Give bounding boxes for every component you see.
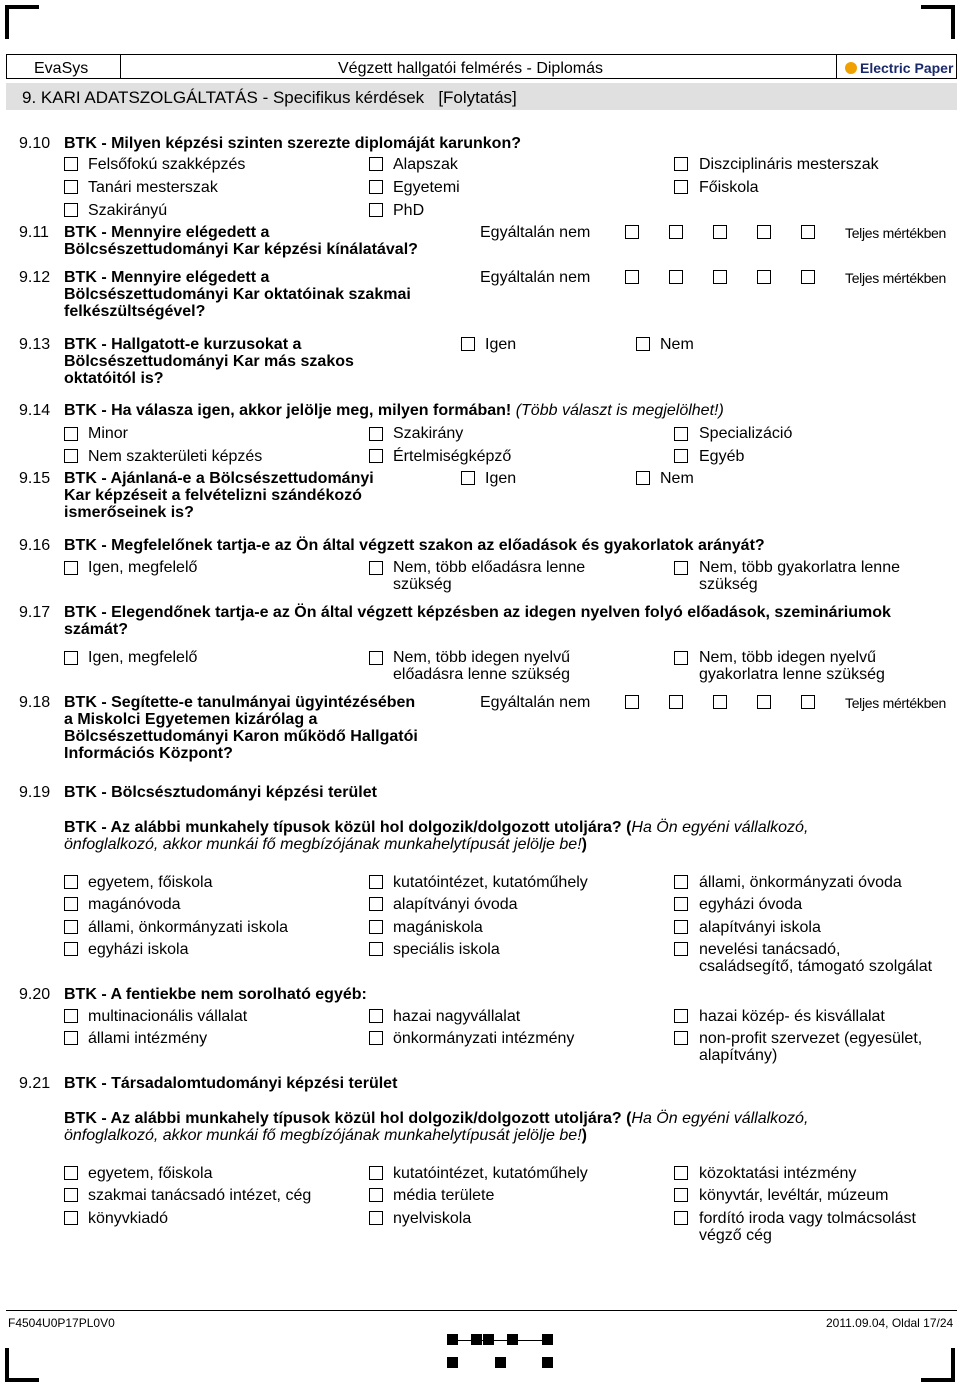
electric-paper-logo: Electric Paper [845,59,953,77]
logo-icon [845,62,857,74]
q10-label-2: Diszciplináris mesterszak [699,156,879,173]
q13-checkbox-no[interactable] [636,337,650,351]
q15-checkbox-no[interactable] [636,471,650,485]
q19-checkbox-11[interactable] [674,942,688,956]
q20-label-4: önkormányzati intézmény [393,1030,575,1047]
q12-text-3: felkészültségével? [64,303,206,320]
q14-checkbox-2[interactable] [674,427,688,441]
q12-scale-5[interactable] [801,270,815,284]
q15-number: 9.15 [19,470,51,487]
header-divider-1 [120,54,121,79]
q20-label-5b: alapítvány) [699,1047,778,1064]
q15-text-1: BTK - Ajánlaná-e a Bölcsészettudományi [64,470,374,487]
q18-number: 9.18 [19,694,51,711]
q11-text-1: BTK - Mennyire elégedett a [64,224,270,241]
q17-label-2a: Nem, több idegen nyelvű [699,649,876,666]
q19-label-6: állami, önkormányzati iskola [88,919,289,936]
q19-checkbox-2[interactable] [674,875,688,889]
q14-label-3: Nem szakterületi képzés [88,448,263,465]
q10-checkbox-5[interactable] [674,180,688,194]
q21-checkbox-0[interactable] [64,1166,78,1180]
header-divider-2 [836,54,837,79]
q14-label-1: Szakirány [393,425,464,442]
q19-label-9: egyházi iskola [88,941,189,958]
q10-checkbox-2[interactable] [674,157,688,171]
q21-number: 9.21 [19,1075,51,1092]
corner-mark-bottom-right [921,1348,955,1382]
q14-checkbox-5[interactable] [674,449,688,463]
q19-label-1: kutatóintézet, kutatóműhely [393,874,588,891]
q15-label-no: Nem [660,470,694,487]
q20-checkbox-5[interactable] [674,1031,688,1045]
q10-label-3: Tanári mesterszak [88,179,218,196]
q21-text: BTK - Társadalomtudományi képzési terület [64,1075,398,1092]
q19-checkbox-6[interactable] [64,920,78,934]
q10-label-6: Szakirányú [88,202,168,219]
q16-label-0: Igen, megfelelő [88,559,198,576]
q21-checkbox-1[interactable] [369,1166,383,1180]
q19-label-4: alapítványi óvoda [393,896,518,913]
q17-label-0: Igen, megfelelő [88,649,198,666]
q18-scale-left: Egyáltalán nem [480,694,591,711]
q21-label-0: egyetem, főiskola [88,1165,213,1182]
q18-text-4: Információs Központ? [64,745,233,762]
q10-checkbox-4[interactable] [369,180,383,194]
q18-text-1: BTK - Segítette-e tanulmányai ügyintézésében [64,694,416,711]
q11-scale-right: Teljes mértékben [845,225,947,241]
q19-label-7: magániskola [393,919,483,936]
q20-checkbox-1[interactable] [369,1009,383,1023]
q12-scale-2[interactable] [669,270,683,284]
q11-scale-3[interactable] [713,225,727,239]
q20-checkbox-0[interactable] [64,1009,78,1023]
q19-number: 9.19 [19,784,51,801]
q19-label-10: speciális iskola [393,941,500,958]
q10-checkbox-7[interactable] [369,203,383,217]
q16-checkbox-0[interactable] [64,561,78,575]
q18-scale-right: Teljes mértékben [845,695,947,711]
q16-number: 9.16 [19,537,51,554]
q21-label-1: kutatóintézet, kutatóműhely [393,1165,588,1182]
q10-label-5: Főiskola [699,179,759,196]
q10-checkbox-3[interactable] [64,180,78,194]
q13-number: 9.13 [19,336,51,353]
q17-label-1a: Nem, több idegen nyelvű [393,649,570,666]
q11-scale-1[interactable] [625,225,639,239]
q13-text-3: oktatóitól is? [64,370,164,387]
q18-scale-5[interactable] [801,695,815,709]
q14-checkbox-4[interactable] [369,449,383,463]
q19-label-11: nevelési tanácsadó, [699,941,841,958]
q17-checkbox-0[interactable] [64,651,78,665]
q19-sub-1: BTK - Az alábbi munkahely típusok közül hol dolgozik/dolgozott utoljára? (Ha Ön egyéni vállalkozó, [64,819,809,836]
q10-label-0: Felsőfokú szakképzés [88,156,246,173]
q15-text-2: Kar képzéseit a felvételizni szándékozó [64,487,362,504]
q12-number: 9.12 [19,269,51,286]
q20-checkbox-2[interactable] [674,1009,688,1023]
q18-text-3: Bölcsészettudományi Karon működő Hallgatói [64,728,418,745]
q21-sub-1: BTK - Az alábbi munkahely típusok közül hol dolgozik/dolgozott utoljára? (Ha Ön egyéni vállalkozó, [64,1110,809,1127]
scan-mark [542,1357,553,1368]
q18-scale-4[interactable] [757,695,771,709]
q10-checkbox-1[interactable] [369,157,383,171]
q21-checkbox-4[interactable] [369,1188,383,1202]
corner-mark-top-left [5,5,39,39]
q21-label-8b: végző cég [699,1227,772,1244]
q21-label-3: szakmai tanácsadó intézet, cég [88,1187,312,1204]
q19-checkbox-4[interactable] [369,897,383,911]
q19-label-11b: családsegítő, támogató szolgálat [699,958,933,975]
q20-label-5: non-profit szervezet (egyesület, [699,1030,923,1047]
q12-text-2: Bölcsészettudományi Kar oktatóinak szakmai [64,286,411,303]
q21-checkbox-7[interactable] [369,1211,383,1225]
q20-number: 9.20 [19,986,51,1003]
q20-label-0: multinacionális vállalat [88,1008,248,1025]
footer-rule [6,1310,957,1311]
q19-checkbox-1[interactable] [369,875,383,889]
q10-label-7: PhD [393,202,425,219]
q19-label-0: egyetem, főiskola [88,874,213,891]
q16-label-1a: Nem, több előadásra lenne [393,559,586,576]
q19-text: BTK - Bölcsésztudományi képzési terület [64,784,377,801]
q14-label-5: Egyéb [699,448,745,465]
q17-label-2b: gyakorlatra lenne szükség [699,666,885,683]
q19-label-3: magánóvoda [88,896,181,913]
q14-text: BTK - Ha válasza igen, akkor jelölje meg, milyen formában! (Több választ is megjelölhet!) [64,402,724,419]
q10-checkbox-6[interactable] [64,203,78,217]
q16-checkbox-1[interactable] [369,561,383,575]
header-title: Végzett hallgatói felmérés - Diplomás [338,60,604,77]
q10-text: BTK - Milyen képzési szinten szerezte diplomáját karunkon? [64,135,521,152]
q21-label-4: média területe [393,1187,495,1204]
q19-checkbox-5[interactable] [674,897,688,911]
q21-label-7: nyelviskola [393,1210,472,1227]
q21-label-2: közoktatási intézmény [699,1165,857,1182]
q13-label-yes: Igen [485,336,517,353]
corner-mark-top-right [921,5,955,39]
q10-checkbox-0[interactable] [64,157,78,171]
q21-label-8: fordító iroda vagy tolmácsolást [699,1210,916,1227]
scan-mark [495,1357,506,1368]
scan-mark-line [447,1340,553,1341]
footer-page: 2011.09.04, Oldal 17/24 [826,1316,954,1330]
footer-code: F4504U0P17PL0V0 [8,1316,115,1330]
q11-scale-5[interactable] [801,225,815,239]
q19-sub-2: önfoglalkozó, akkor munkái fő megbízójának munkahelytípusát jelölje be!) [64,836,587,853]
q19-checkbox-3[interactable] [64,897,78,911]
q18-scale-3[interactable] [713,695,727,709]
q21-checkbox-5[interactable] [674,1188,688,1202]
q20-label-3: állami intézmény [88,1030,208,1047]
q19-checkbox-9[interactable] [64,942,78,956]
q19-label-8: alapítványi iskola [699,919,821,936]
q19-label-2: állami, önkormányzati óvoda [699,874,902,891]
q12-text-1: BTK - Mennyire elégedett a [64,269,270,286]
q12-scale-3[interactable] [713,270,727,284]
q12-scale-1[interactable] [625,270,639,284]
q11-number: 9.11 [19,224,49,241]
q19-checkbox-8[interactable] [674,920,688,934]
scan-mark [447,1357,458,1368]
q11-text-2: Bölcsészettudományi Kar képzési kínálatával? [64,241,418,258]
q11-scale-4[interactable] [757,225,771,239]
q13-text-1: BTK - Hallgatott-e kurzusokat a [64,336,302,353]
q17-text-2: számát? [64,621,129,638]
q18-scale-2[interactable] [669,695,683,709]
q21-checkbox-3[interactable] [64,1188,78,1202]
q19-checkbox-10[interactable] [369,942,383,956]
q17-checkbox-2[interactable] [674,651,688,665]
q14-checkbox-0[interactable] [64,427,78,441]
q17-text-1: BTK - Elegendőnek tartja-e az Ön által végzett képzésben az idegen nyelven folyó előadások, szemináriumok [64,604,891,621]
q17-checkbox-1[interactable] [369,651,383,665]
q11-scale-left: Egyáltalán nem [480,224,591,241]
q17-label-1b: előadásra lenne szükség [393,666,571,683]
q21-label-5: könyvtár, levéltár, múzeum [699,1187,889,1204]
q17-number: 9.17 [19,604,51,621]
q20-text: BTK - A fentiekbe nem sorolható egyéb: [64,986,367,1003]
q21-sub-2: önfoglalkozó, akkor munkái fő megbízójának munkahelytípusát jelölje be!) [64,1127,587,1144]
q19-label-5: egyházi óvoda [699,896,803,913]
q14-number: 9.14 [19,402,51,419]
q21-checkbox-8[interactable] [674,1211,688,1225]
q13-checkbox-yes[interactable] [461,337,475,351]
q10-number: 9.10 [19,135,51,152]
q20-label-1: hazai nagyvállalat [393,1008,521,1025]
q14-checkbox-3[interactable] [64,449,78,463]
q13-label-no: Nem [660,336,694,353]
q18-scale-1[interactable] [625,695,639,709]
q10-label-1: Alapszak [393,156,458,173]
q12-scale-4[interactable] [757,270,771,284]
q14-label-2: Specializáció [699,425,793,442]
section-title: 9. KARI ADATSZOLGÁLTATÁS - Specifikus kérdések [Folytatás] [22,88,517,107]
q20-label-2: hazai közép- és kisvállalat [699,1008,885,1025]
q14-label-4: Értelmiségképző [393,448,512,465]
q21-checkbox-2[interactable] [674,1166,688,1180]
q12-scale-left: Egyáltalán nem [480,269,591,286]
q12-scale-right: Teljes mértékben [845,270,947,286]
q14-checkbox-1[interactable] [369,427,383,441]
q21-checkbox-6[interactable] [64,1211,78,1225]
q13-text-2: Bölcsészettudományi Kar más szakos [64,353,354,370]
q16-label-1b: szükség [393,576,452,593]
q20-checkbox-4[interactable] [369,1031,383,1045]
q15-checkbox-yes[interactable] [461,471,475,485]
q16-text: BTK - Megfelelőnek tartja-e az Ön által végzett szakon az előadások és gyakorlatok arányát? [64,537,765,554]
q19-checkbox-7[interactable] [369,920,383,934]
q19-checkbox-0[interactable] [64,875,78,889]
header-left: EvaSys [34,60,89,77]
corner-mark-bottom-left [5,1348,39,1382]
q20-checkbox-3[interactable] [64,1031,78,1045]
q18-text-2: a Miskolci Egyetemen kizárólag a [64,711,318,728]
q16-checkbox-2[interactable] [674,561,688,575]
q14-label-0: Minor [88,425,129,442]
q11-scale-2[interactable] [669,225,683,239]
q10-label-4: Egyetemi [393,179,460,196]
q21-label-6: könyvkiadó [88,1210,169,1227]
q16-label-2a: Nem, több gyakorlatra lenne [699,559,900,576]
q15-text-3: ismerőseinek is? [64,504,194,521]
q16-label-2b: szükség [699,576,758,593]
q15-label-yes: Igen [485,470,517,487]
